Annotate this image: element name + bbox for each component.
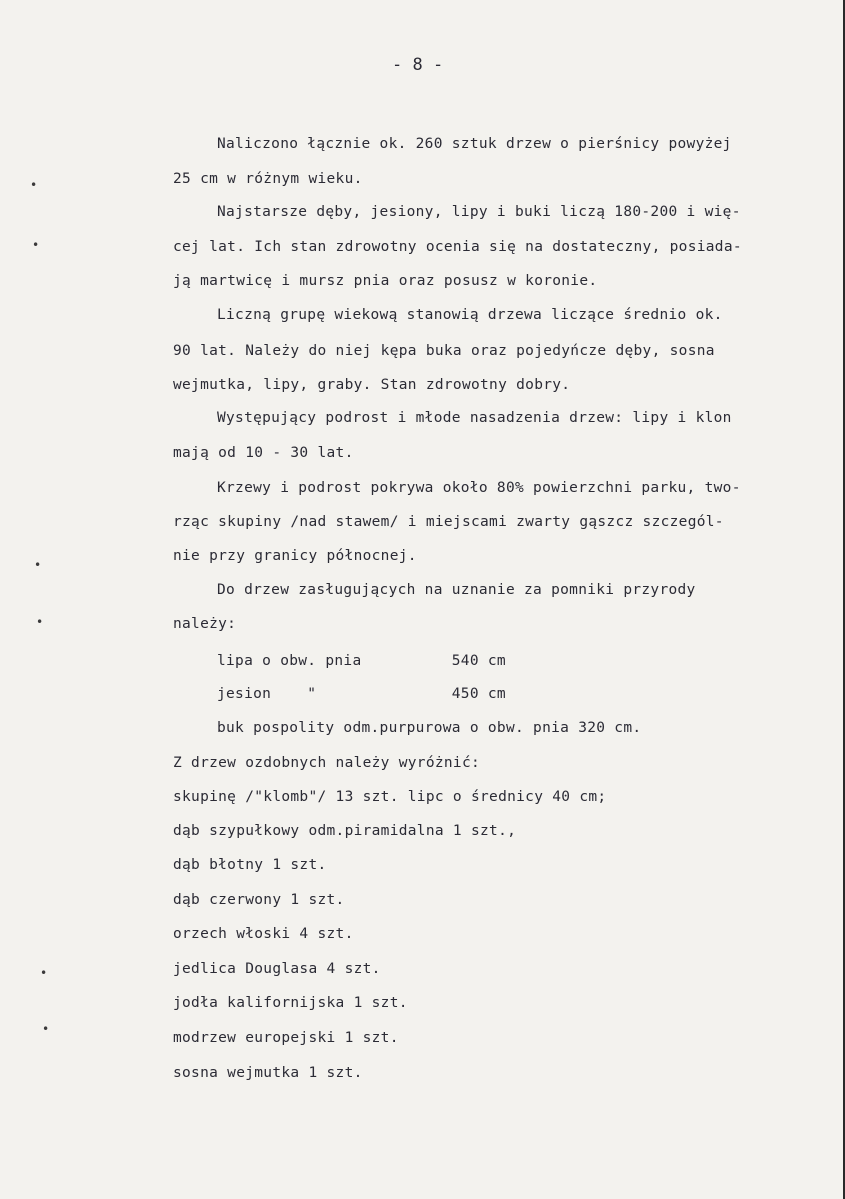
text-line: rząc skupiny /nad stawem/ i miejscami zwarty gąszcz szczegól- [173, 514, 724, 530]
ornamental-list-item: skupinę /"klomb"/ 13 szt. lipc o średnicy 40 cm; [173, 789, 607, 805]
margin-mark: • [34, 558, 42, 572]
text-line: 90 lat. Należy do niej kępa buka oraz pojedyńcze dęby, sosna [173, 343, 715, 359]
text-line: mają od 10 - 30 lat. [173, 445, 354, 461]
text-line: wejmutka, lipy, graby. Stan zdrowotny dobry. [173, 377, 571, 393]
ornamental-list-item: sosna wejmutka 1 szt. [173, 1065, 363, 1081]
text-line: Występujący podrost i młode nasadzenia drzew: lipy i klon [217, 410, 732, 426]
text-line: Liczną grupę wiekową stanowią drzewa liczące średnio ok. [217, 307, 723, 323]
text-line: Najstarsze dęby, jesiony, lipy i buki liczą 180-200 i wię- [217, 204, 741, 220]
text-line: Krzewy i podrost pokrywa około 80% powierzchni parku, two- [217, 480, 741, 496]
page-number: - 8 - [392, 55, 444, 75]
text-line: cej lat. Ich stan zdrowotny ocenia się na dostateczny, posiada- [173, 239, 742, 255]
ornamental-list-item: jodła kalifornijska 1 szt. [173, 995, 408, 1011]
text-line: należy: [173, 616, 237, 632]
ornamental-list-item: dąb szypułkowy odm.piramidalna 1 szt., [173, 823, 517, 839]
text-line: Do drzew zasługujących na uznanie za pomniki przyrody [217, 582, 696, 598]
text-line: Naliczono łącznie ok. 260 sztuk drzew o pierśnicy powyżej [217, 136, 732, 152]
margin-mark: • [42, 1022, 50, 1036]
ornamental-list-item: jedlica Douglasa 4 szt. [173, 961, 381, 977]
text-line: Z drzew ozdobnych należy wyróżnić: [173, 755, 481, 771]
margin-mark: • [36, 615, 44, 629]
tree-list-item: jesion " 450 cm [217, 686, 506, 702]
text-line: 25 cm w różnym wieku. [173, 171, 363, 187]
margin-mark: • [32, 238, 40, 252]
tree-list-item: buk pospolity odm.purpurowa o obw. pnia 320 cm. [217, 720, 642, 736]
margin-mark: • [40, 966, 48, 980]
text-line: ją martwicę i mursz pnia oraz posusz w koronie. [173, 273, 598, 289]
tree-list-item: lipa o obw. pnia 540 cm [217, 653, 506, 669]
ornamental-list-item: dąb czerwony 1 szt. [173, 892, 345, 908]
ornamental-list-item: orzech włoski 4 szt. [173, 926, 354, 942]
margin-mark: • [30, 178, 38, 192]
ornamental-list-item: modrzew europejski 1 szt. [173, 1030, 399, 1046]
ornamental-list-item: dąb błotny 1 szt. [173, 857, 327, 873]
text-line: nie przy granicy północnej. [173, 548, 417, 564]
